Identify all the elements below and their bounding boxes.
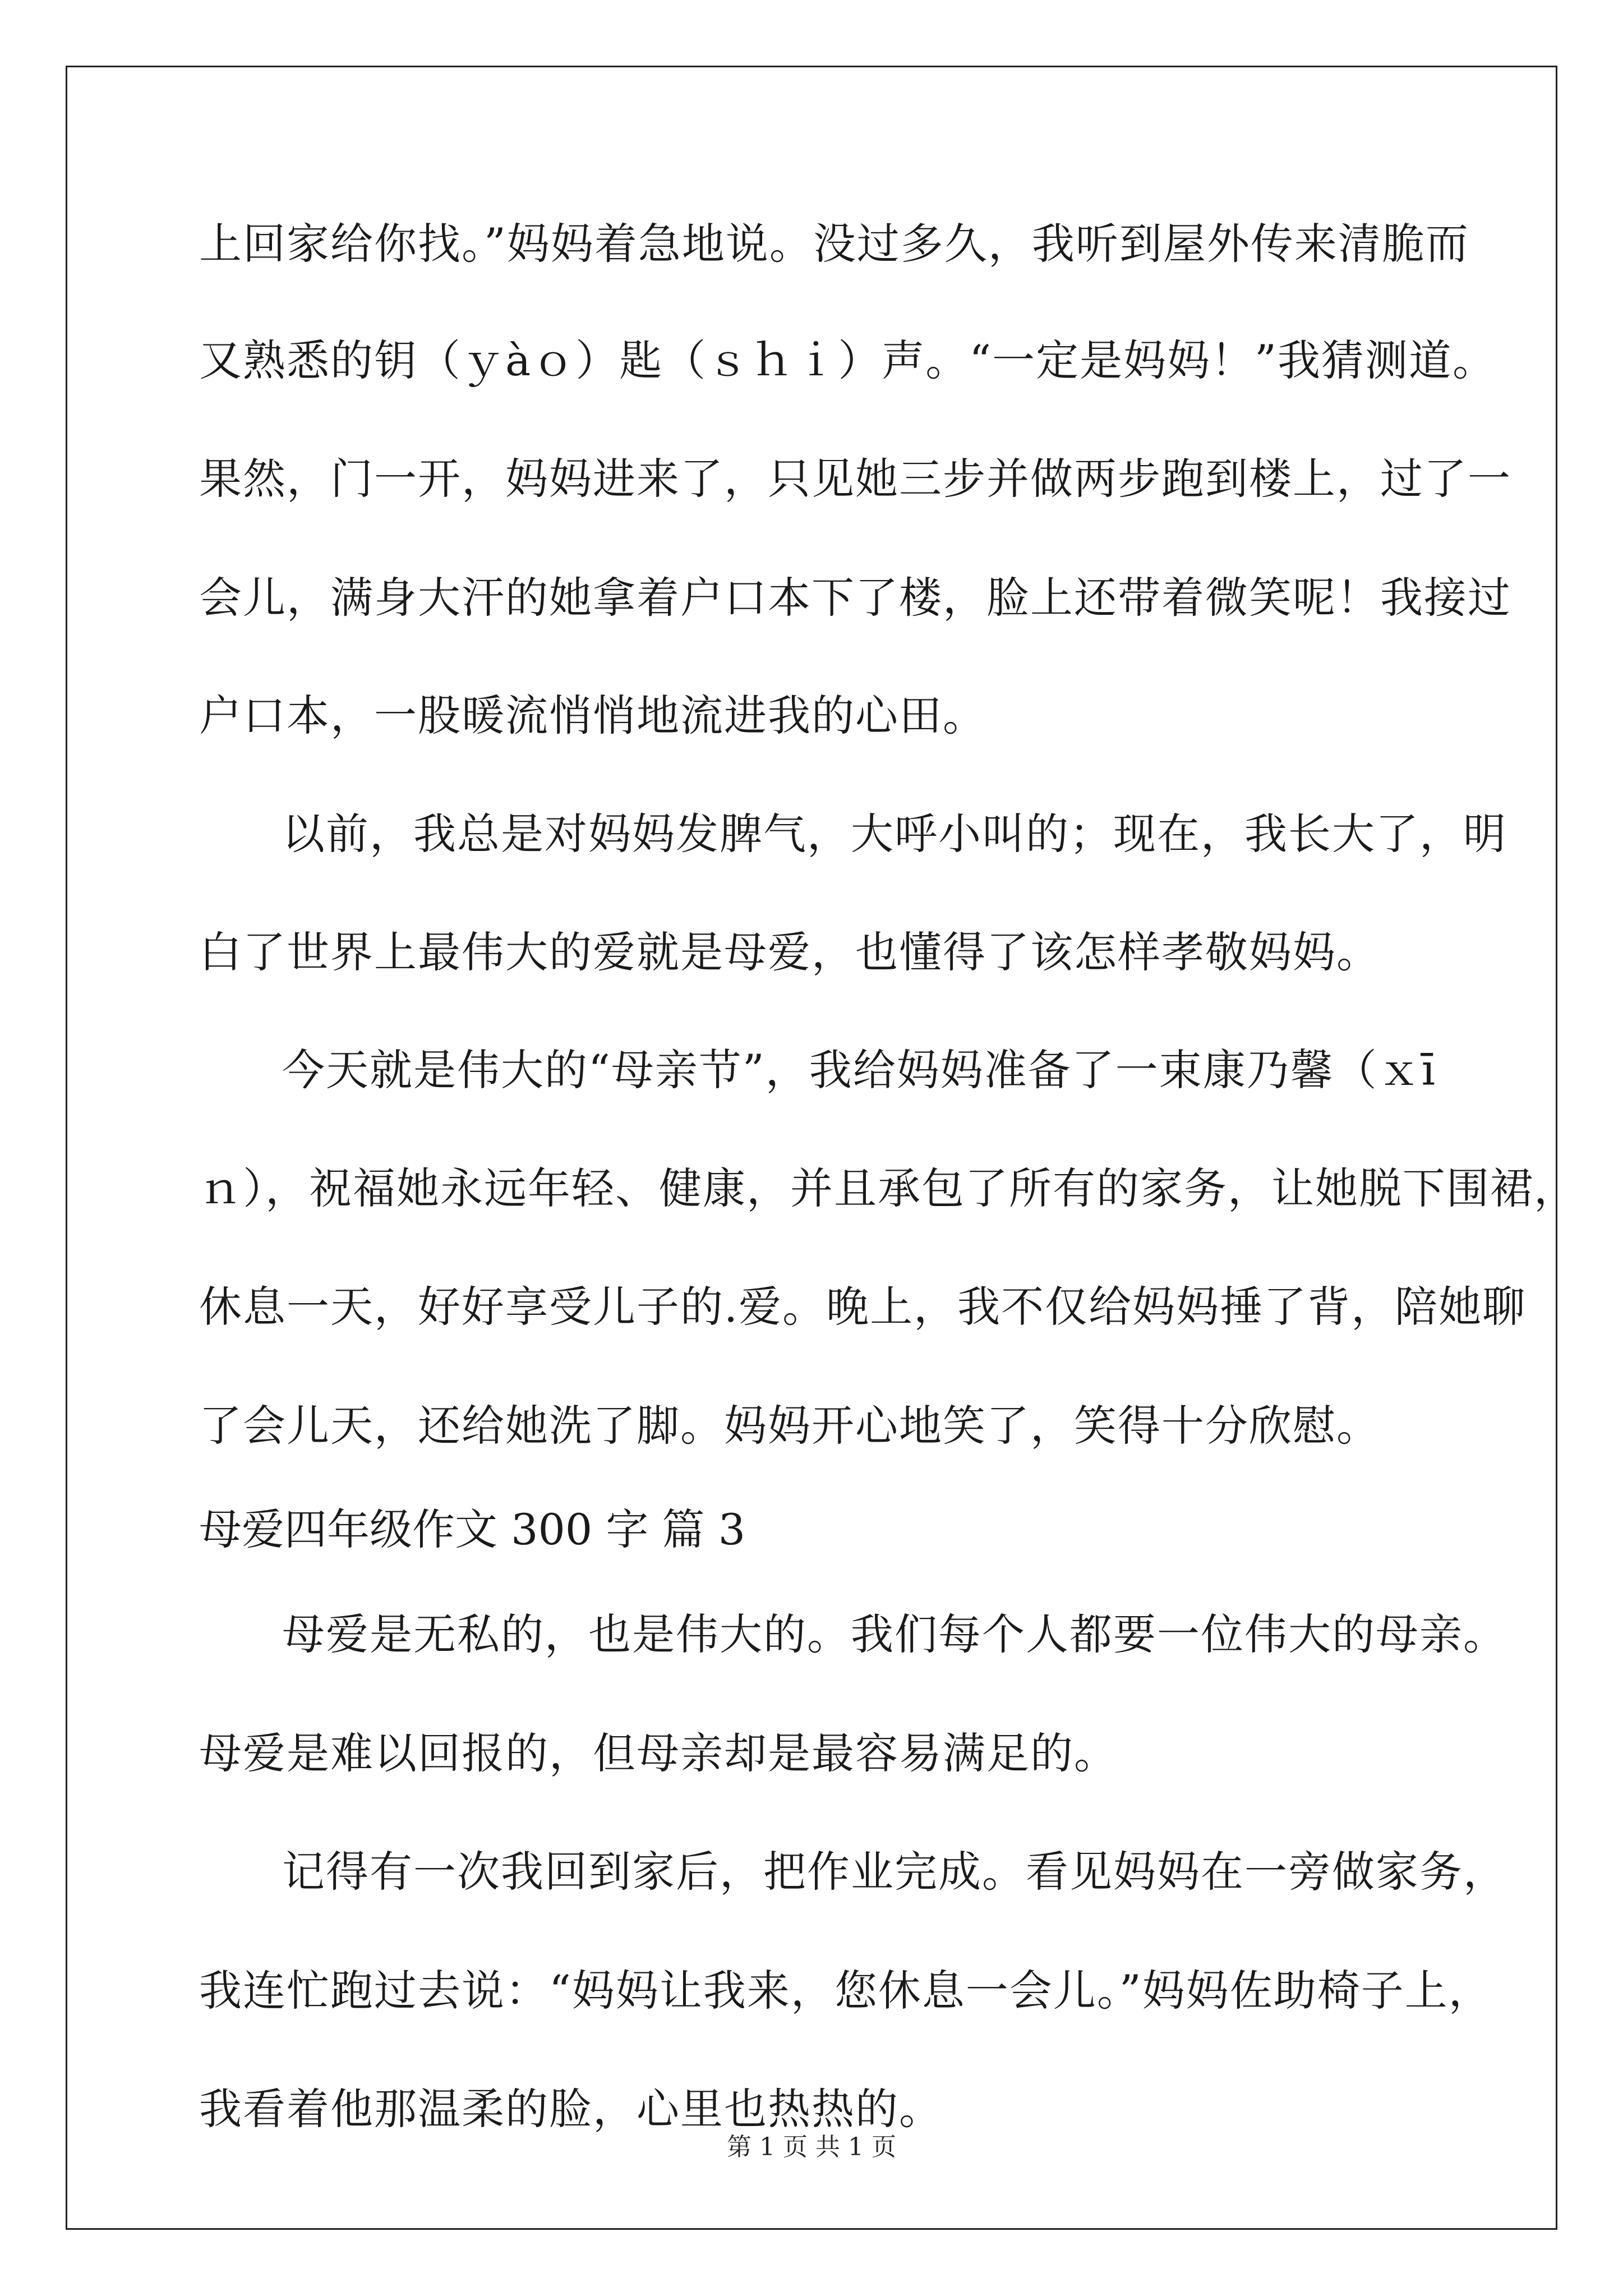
paragraph-start-line: 记得有一次我回到家后，把作业完成。看见妈妈在一旁做家务，: [282, 1847, 1507, 1897]
text-line: 了会儿天，还给她洗了脚。妈妈开心地笑了，笑得十分欣慰。: [199, 1401, 1380, 1451]
text-line: 母爱是难以回报的，但母亲却是最容易满足的。: [199, 1728, 1118, 1778]
text-line: 白了世界上最伟大的爱就是母爱，也懂得了该怎样孝敬妈妈。: [199, 927, 1380, 977]
text-line: 休息一天，好好享受儿子的.爱。晚上，我不仅给妈妈捶了背，陪她聊: [199, 1282, 1527, 1332]
paragraph-start-line: 以前，我总是对妈妈发脾气，大呼小叫的；现在，我长大了，明: [282, 809, 1507, 859]
text-line: 又熟悉的钥（ｙàｏ）匙（ｓｈｉ）声。“一定是妈妈！”我猜测道。: [199, 335, 1497, 385]
text-line: 上回家给你找。”妈妈着急地说。没过多久，我听到屋外传来清脆而: [199, 219, 1469, 269]
page-border: [66, 66, 1578, 2230]
text-line: 我看着他那温柔的脸，心里也热热的。: [199, 2084, 943, 2134]
text-line: ｎ），祝福她永远年轻、健康，并且承包了所有的家务，让她脱下围裙，: [199, 1163, 1578, 1213]
section-heading: 母爱四年级作文 300 字 篇 3: [199, 1504, 746, 1554]
paragraph-start-line: 母爱是无私的，也是伟大的。我们每个人都要一位伟大的母亲。: [282, 1609, 1507, 1659]
text-line: 果然，门一开，妈妈进来了，只见她三步并做两步跑到楼上，过了一: [199, 454, 1511, 504]
text-line: 户口本，一股暖流悄悄地流进我的心田。: [199, 691, 986, 740]
text-line: 我连忙跑过去说：“妈妈让我来，您休息一会儿。”妈妈佐助椅子上，: [199, 1966, 1492, 2016]
text-line: 会儿，满身大汗的她拿着户口本下了楼，脸上还带着微笑呢！我接过: [199, 573, 1511, 623]
paragraph-start-line: 今天就是伟大的“母亲节”，我给妈妈准备了一束康乃馨（ｘī: [282, 1045, 1437, 1095]
page-number-footer: 第 1 页 共 1 页: [727, 2133, 896, 2161]
